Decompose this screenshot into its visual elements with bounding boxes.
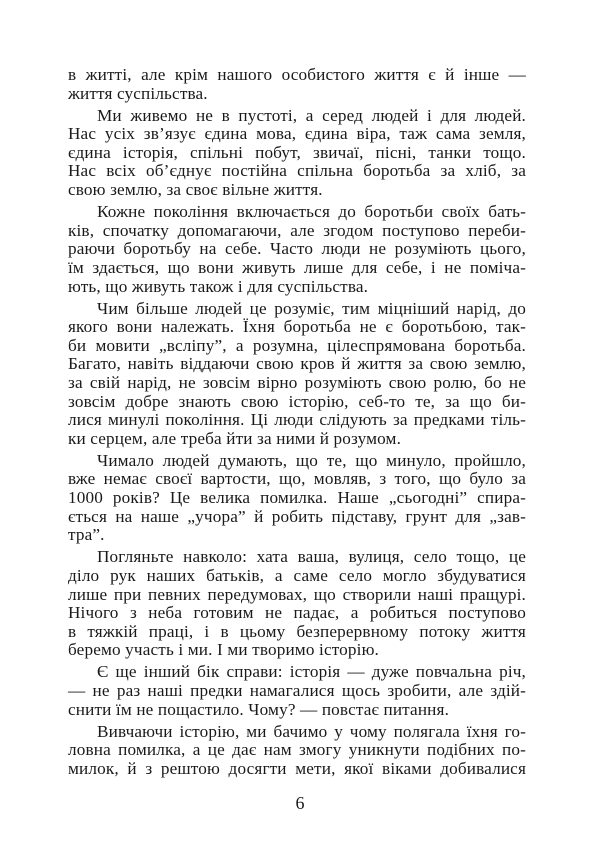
- text-line: Нас всіх об’єднує постійна спільна боротьба за хліб, за: [68, 161, 526, 181]
- text-line: ловна помилка, а це дає нам змогу уникнути подібних по-: [68, 740, 526, 760]
- text-line: Нічого з неба готовим не падає, а робиться поступово: [68, 603, 526, 623]
- text-line: лися минулі покоління. Ці люди слідують за предками тіль-: [68, 410, 526, 430]
- text-line: єдина історія, спільні побут, звичаї, пісні, танки тощо.: [68, 142, 526, 162]
- paragraph-8: [68, 723, 526, 779]
- paragraph-6: [68, 548, 526, 660]
- text-line: зовсім добре знають свою історію, себ-то те, за що би-: [68, 391, 526, 411]
- text-line: ки серцем, але треба йти за ними й розумом.: [68, 428, 402, 448]
- text-line: Чимало людей думають, що те, що минуло, пройшло,: [97, 450, 526, 470]
- text-line: їм здається, що вони живуть лише для себе, і не поміча-: [68, 257, 526, 277]
- text-line: Ми живемо не в пустоті, а серед людей і для людей.: [97, 105, 526, 125]
- text-line: за свій нарід, не зовсім вірно розуміють свою ролю, бо не: [68, 373, 526, 392]
- text-line: Нас усіх зв’язує єдина мова, єдина віра, таж сама земля,: [68, 124, 526, 144]
- text-line: життя суспільства.: [68, 83, 208, 103]
- page-body: [68, 66, 526, 782]
- text-line: Вивчаючи історію, ми бачимо у чому полягала їхня го-: [97, 721, 526, 741]
- text-line: ків, спочатку допомагаючи, але згодом поступово переби-: [68, 220, 526, 240]
- text-line: — не раз наші предки намагалися щось зробити, але здій-: [68, 681, 526, 700]
- text-line: в житті, але крім нашого особистого життя є й інше —: [68, 65, 526, 84]
- paragraph-7: [68, 663, 526, 719]
- text-line: Погляньте навколо: хата ваша, вулиця, село тощо, це: [97, 547, 526, 567]
- text-line: лише при певних передумовах, що створили наші пращурі.: [68, 584, 526, 604]
- text-line: раючи боротьбу на себе. Часто люди не розуміють цього,: [68, 239, 526, 259]
- text-line: свою землю, за своє вільне життя.: [68, 180, 323, 200]
- text-line: Багато, навіть віддаючи свою кров й життя за свою землю,: [68, 354, 526, 374]
- text-line: ють, що живуть також і для суспільства.: [68, 276, 369, 296]
- text-line: в тяжкій праці, і в цьому безперервному потоку життя: [68, 621, 526, 641]
- text-line: Чим більше людей це розуміє, тим міцніший нарід, до: [97, 298, 526, 318]
- text-line: снити їм не пощастило. Чому? — повстає питання.: [68, 699, 450, 719]
- text-line: Є ще інший бік справи: історія — дуже повчальна річ,: [97, 662, 526, 682]
- text-line: милок, й з рештою досягти мети, якої віками добивалися: [68, 758, 526, 778]
- text-line: беремо участь і ми. І ми творимо історію.: [68, 640, 380, 660]
- text-line: діло рук наших батьків, а саме село могло збудуватися: [68, 565, 526, 585]
- text-line: тра”.: [68, 525, 105, 545]
- text-line: би мовити „всліпу”, а розумна, цілеспрямована боротьба.: [68, 335, 526, 355]
- paragraph-4: [68, 300, 526, 449]
- paragraph-3: [68, 203, 526, 296]
- text-line: ється на наше „учора” й робить підставу, грунт для „зав-: [68, 506, 526, 526]
- paragraph-1: [68, 66, 526, 103]
- text-line: вже немає своєї вартости, що, мовляв, з того, що було за: [68, 469, 526, 489]
- text-line: якого вони належать. Їхня боротьба не є боротьбою, так-: [68, 317, 526, 337]
- page-number: 6: [295, 793, 305, 813]
- paragraph-2: [68, 107, 526, 200]
- paragraph-5: [68, 452, 526, 545]
- text-line: Кожне покоління включається до боротьби своїх бать-: [97, 202, 526, 222]
- text-line: 1000 років? Це велика помилка. Наше „сьогодні” спира-: [68, 488, 526, 508]
